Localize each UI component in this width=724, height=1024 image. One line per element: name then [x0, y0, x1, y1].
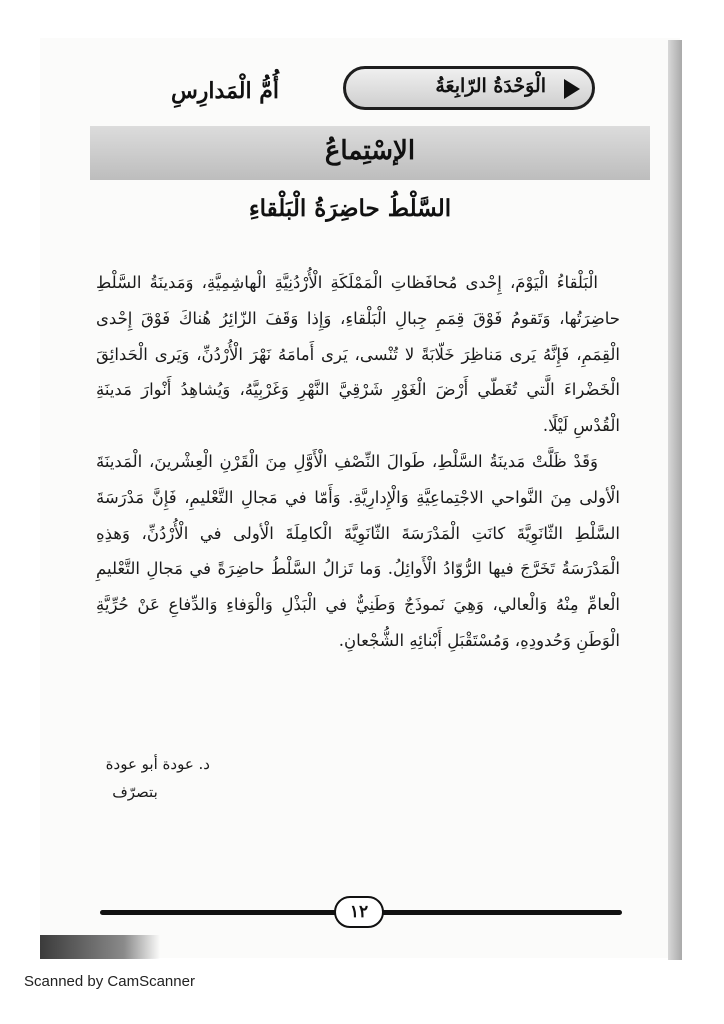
page-edge-shadow — [668, 40, 682, 960]
unit-title: الْوَحْدَةُ الرّابِعَةُ — [435, 75, 546, 97]
play-triangle-icon — [564, 79, 580, 99]
adapted-note: بتصرّف — [112, 783, 158, 801]
author-name: د. عودة أبو عودة — [105, 755, 210, 773]
paragraph-1: الْبَلْقاءُ الْيَوْمَ، إِحْدى مُحافَظاتِ الْمَمْلَكَةِ الْأُرْدُنِيَّةِ الْهاشِمِيَّةِ، وَمَدينَةُ السَّلْطِ حاضِرَتُها، وَتَقومُ فَوْقَ قِمَمِ جِبالِ الْبَلْقاءِ، وَإِذا وَقَفَ الزّائِرُ هُناكَ فَوْقَ إِحْدى الْقِمَمِ، فَإِنَّهُ يَرى مَناظِرَ خَلّابَةً لا تُنْسى، يَرى أَمامَهُ نَهْرَ الْأُرْدُنِّ، وَيَرى الْحَدائِقَ الْخَضْراءَ الَّتي تُغَطّي أَرْضَ الْغَوْرِ شَرْقِيَّ النَّهْرِ وَغَرْبِيَّهُ، وَيُشاهِدُ أَنْوارَ مَدينَةِ الْقُدْسِ لَيْلًا. — [96, 273, 620, 436]
unit-header-badge — [343, 66, 595, 110]
passage-text — [96, 265, 620, 659]
scan-shadow — [40, 935, 160, 959]
page-number: ١٢ — [334, 896, 384, 928]
paragraph-2: وَقَدْ ظَلَّتْ مَدينَةُ السَّلْطِ، طَوالَ النِّصْفِ الْأَوَّلِ مِنَ الْقَرْنِ الْعِشْرينَ، الْمَدينَةَ الْأولى مِنَ النَّواحي الاجْتِماعِيَّةِ وَالْإِدارِيَّةِ. وَأَمّا في مَجالِ التَّعْليمِ، فَإِنَّ مَدْرَسَةَ السَّلْطِ الثّانَوِيَّةَ كانَتِ الْمَدْرَسَةَ الثّانَوِيَّةَ الْكامِلَةَ الْأولى في الْأُرْدُنِّ، وَهذِهِ الْمَدْرَسَةُ تَخَرَّجَ فيها الرُّوّادُ الْأَوائِلُ. وَما تَزالُ السَّلْطُ حاضِرَةً في مَجالِ التَّعْليمِ الْعامِّ مِنْهُ وَالْعالي، وَهِيَ نَموذَجٌ وَطَنِيٌّ في الْبَذْلِ وَالْوَفاءِ وَالدِّفاعِ عَنْ حُرِّيَّةِ الْوَطَنِ وَحُدودِهِ، وَمُسْتَقْبَلِ أَبْنائِهِ الشُّجْعانِ. — [96, 451, 620, 650]
lesson-title: السَّلْطُ حاضِرَةُ الْبَلْقاءِ — [248, 195, 452, 222]
section-title: الإسْتِماعُ — [324, 136, 416, 166]
scan-credit: Scanned by CamScanner — [24, 973, 195, 990]
book-title: أُمُّ الْمَدارِسِ — [170, 78, 280, 104]
section-banner — [90, 126, 650, 180]
